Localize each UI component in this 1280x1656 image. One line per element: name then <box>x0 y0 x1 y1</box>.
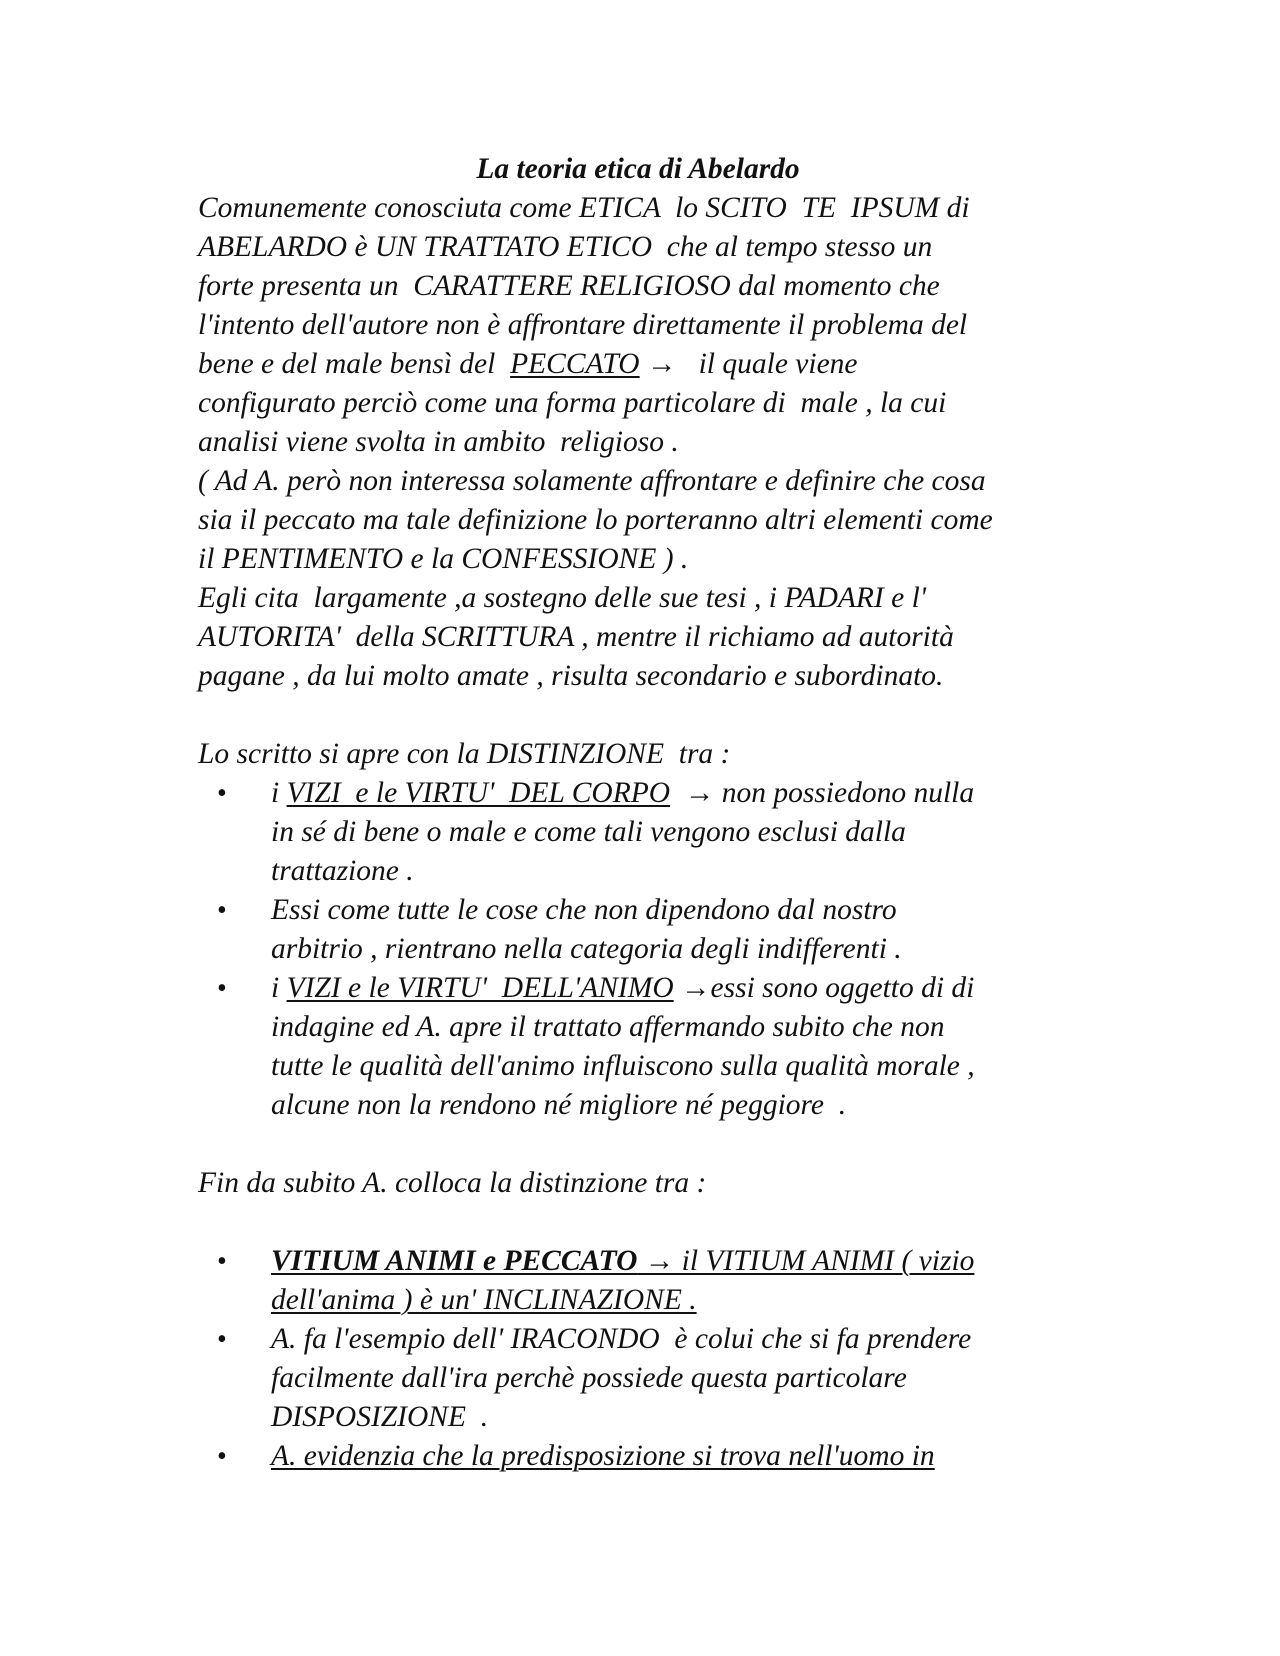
text-span: →essi sono oggetto di di <box>673 972 975 1004</box>
underlined-term-peccato: PECCATO <box>510 348 640 380</box>
bold-term: VITIUM ANIMI e PECCATO <box>271 1245 638 1277</box>
text-line: dell'anima ) è un' INCLINAZIONE . <box>271 1284 697 1316</box>
text-span: → il VITIUM ANIMI ( vizio <box>637 1245 975 1277</box>
text-span: i <box>271 777 287 809</box>
text-line: Essi come tutte le cose che non dipendono dal nostro <box>271 894 897 926</box>
list-item <box>198 1320 1098 1437</box>
bullet-list <box>198 1242 1098 1476</box>
text-line: sia il peccato ma tale definizione lo porteranno altri elementi come <box>198 504 993 536</box>
text-line: arbitrio , rientrano nella categoria degli indifferenti . <box>271 933 902 965</box>
text-line <box>271 774 1098 813</box>
document-page <box>198 150 1098 1476</box>
list-item <box>198 891 1098 969</box>
list-item <box>198 1437 1098 1476</box>
text-line: ( Ad A. però non interessa solamente affrontare e definire che cosa <box>198 465 986 497</box>
blank-line <box>198 1125 1098 1164</box>
text-span: bene e del male bensì del <box>198 348 511 380</box>
text-line: configurato perciò come una forma particolare di male , la cui <box>198 387 947 419</box>
text-line: il PENTIMENTO e la CONFESSIONE ) . <box>198 543 689 575</box>
text-line: Comunemente conosciuta come ETICA lo SCITO TE IPSUM di <box>198 192 970 224</box>
text-line: l'intento dell'autore non è affrontare direttamente il problema del <box>198 309 968 341</box>
document-title: La teoria etica di Abelardo <box>476 153 800 185</box>
text-line <box>271 1242 1098 1281</box>
text-line: alcune non la rendono né migliore né peggiore . <box>271 1089 847 1121</box>
list-item <box>198 774 1098 891</box>
bullet-icon: • <box>217 1441 227 1472</box>
bullet-icon: • <box>217 1324 227 1355</box>
text-line <box>271 969 1098 1008</box>
bullet-icon: • <box>217 778 227 809</box>
bullet-icon: • <box>217 973 227 1004</box>
list-item <box>198 969 1098 1125</box>
text-line: ABELARDO è UN TRATTATO ETICO che al tempo stesso un <box>198 231 933 263</box>
bullet-icon: • <box>217 895 227 926</box>
bullet-list <box>198 774 1098 1125</box>
text-span: → non possiedono nulla <box>670 777 975 809</box>
text-span: i <box>271 972 287 1004</box>
text-line: analisi viene svolta in ambito religioso . <box>198 426 679 458</box>
blank-line <box>198 696 1098 735</box>
section-heading: Fin da subito A. colloca la distinzione tra : <box>198 1167 707 1199</box>
text-line <box>198 345 1098 384</box>
text-line: in sé di bene o male e come tali vengono esclusi dalla <box>271 816 906 848</box>
text-line: facilmente dall'ira perchè possiede questa particolare <box>271 1362 907 1394</box>
text-line: DISPOSIZIONE . <box>271 1401 489 1433</box>
intro-paragraph <box>198 189 1098 696</box>
text-line: forte presenta un CARATTERE RELIGIOSO dal momento che <box>198 270 940 302</box>
text-line: tutte le qualità dell'animo influiscono sulla qualità morale , <box>271 1050 975 1082</box>
section-heading: Lo scritto si apre con la DISTINZIONE tra : <box>198 738 731 770</box>
bullet-icon: • <box>217 1246 227 1277</box>
underlined-term: VIZI e le VIRTU' DELL'ANIMO <box>286 972 674 1004</box>
underlined-term: VIZI e le VIRTU' DEL CORPO <box>286 777 671 809</box>
text-line: A. evidenzia che la predisposizione si trova nell'uomo in <box>271 1440 935 1472</box>
text-line: Egli cita largamente ,a sostegno delle sue tesi , i PADARI e l' <box>198 582 927 614</box>
text-line: indagine ed A. apre il trattato affermando subito che non <box>271 1011 945 1043</box>
list-item <box>198 1242 1098 1320</box>
text-span: → il quale viene <box>639 348 858 380</box>
text-line: AUTORITA' della SCRITTURA , mentre il richiamo ad autorità <box>198 621 954 653</box>
blank-line <box>198 1203 1098 1242</box>
text-line: trattazione . <box>271 855 414 887</box>
text-line: A. fa l'esempio dell' IRACONDO è colui che si fa prendere <box>271 1323 972 1355</box>
text-line: pagane , da lui molto amate , risulta secondario e subordinato. <box>198 660 944 692</box>
